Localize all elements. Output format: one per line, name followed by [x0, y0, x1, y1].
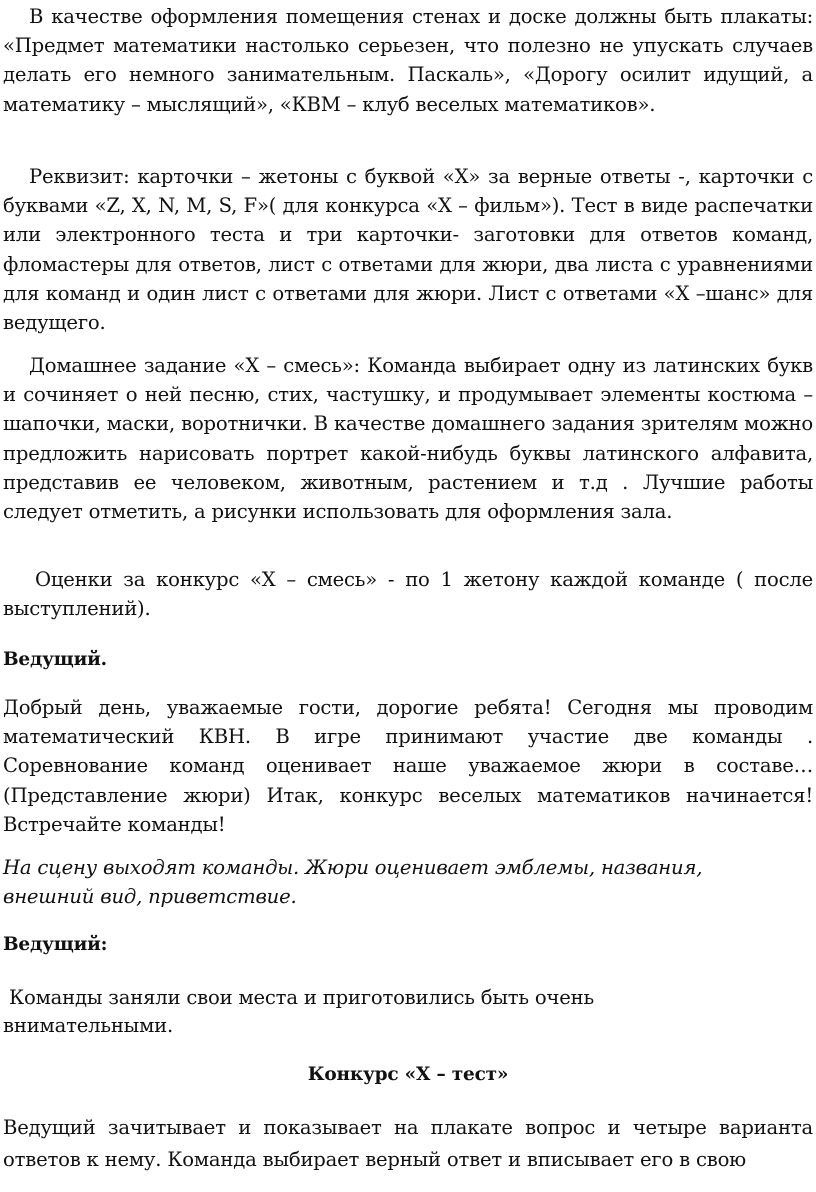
host-label-1 [3, 645, 813, 674]
paragraph-text: Добрый день, уважаемые гости, дорогие ребята! Сегодня мы проводим математический КВН. В игре принимают участие две команды . Соревнование команд оценивает наше уважаемое жюри в составе… (Представление жюри) Итак, конкурс веселых математиков начинается! Встречайте команды! [3, 696, 813, 836]
paragraph-text: Команды заняли свои места и приготовились быть очень внимательными. [3, 986, 600, 1037]
paragraph-text: Реквизит: карточки – жетоны с буквой «Х» за верные ответы -, карточки с буквами «Z, X, N, M, S, F»( для конкурса «Х – фильм»). Тест в виде распечатки или электронного теста и три карточки- заготовки для ответов команд, фломастеры для ответов, лист с ответами для жюри, два листа с уравнениями для команд и один лист с ответами для жюри. Лист с ответами «Х –шанс» для ведущего. [3, 165, 813, 335]
paragraph-grades [3, 565, 813, 623]
paragraph-props [3, 162, 813, 337]
paragraph-contest [3, 1112, 813, 1176]
contest-title: Конкурс «Х – тест» [307, 1064, 509, 1085]
host-label: Ведущий. [3, 649, 107, 670]
stage-direction [3, 853, 763, 911]
stage-direction-text: На сцену выходят команды. Жюри оценивает эмблемы, названия, внешний вид, приветствие. [3, 856, 703, 909]
paragraph-text: Домашнее задание «Х – смесь»: Команда выбирает одну из латинских букв и сочиняет о ней песню, стих, частушку, и продумывает элементы костюма – шапочки, маски, воротнички. В качестве домашнего задания зрителям можно предложить нарисовать портрет какой-нибудь буквы латинского алфавита, представив ее человеком, животным, растением и т.д . Лучшие работы следует отметить, а рисунки использовать для оформления зала. [3, 354, 813, 524]
paragraph-host-ready [3, 984, 703, 1040]
paragraph-homework [3, 351, 813, 526]
host-label-2 [3, 930, 813, 959]
paragraph-text: В качестве оформления помещения стенах и доске должны быть плакаты: «Предмет математики настолько серьезен, что полезно не упускать случаев делать его немного занимательным. Паскаль», «Дорогу осилит идущий, а математику – мыслящий», «КВМ – клуб веселых математиков». [3, 5, 813, 116]
paragraph-text: Ведущий зачитывает и показывает на плакате вопрос и четыре варианта ответов к нему. Команда выбирает верный ответ и вписывает его в свою [3, 1116, 813, 1171]
paragraph-host-greeting [3, 693, 813, 839]
contest-heading [3, 1060, 813, 1089]
paragraph-design [3, 2, 813, 119]
host-label: Ведущий: [3, 934, 108, 955]
paragraph-text: Оценки за конкурс «Х – смесь» - по 1 жетону каждой команде ( после выступлений). [3, 568, 813, 621]
